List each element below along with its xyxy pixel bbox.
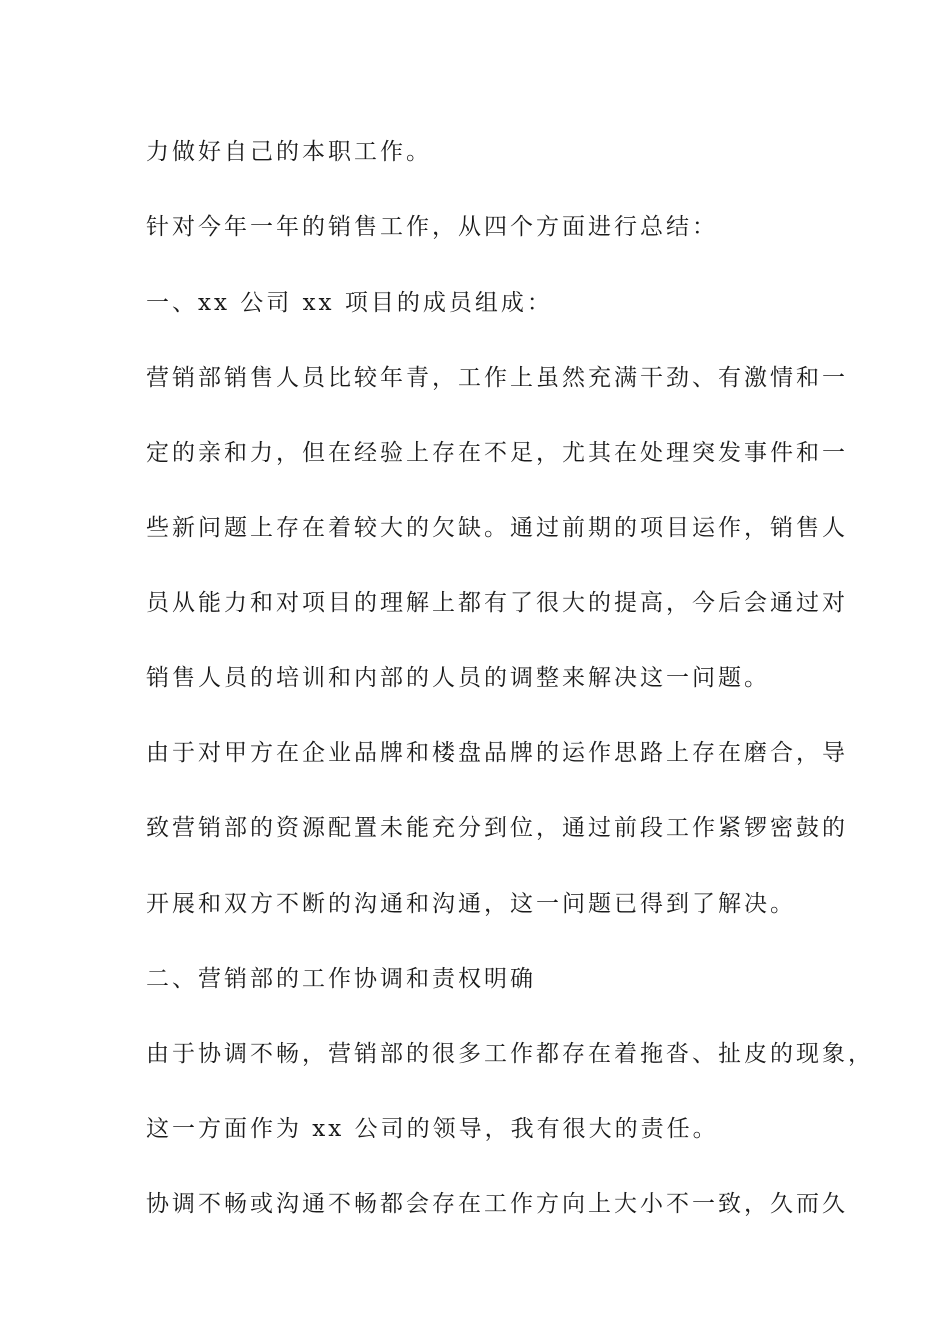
section-heading: 二、营销部的工作协调和责权明确: [146, 966, 536, 992]
text-line: 员从能力和对项目的理解上都有了很大的提高，今后会通过对: [146, 590, 848, 616]
text-line: 这一方面作为 xx 公司的领导，我有很大的责任。: [146, 1116, 719, 1142]
text-line: 销售人员的培训和内部的人员的调整来解决这一问题。: [146, 665, 770, 691]
text-line: 针对今年一年的销售工作，从四个方面进行总结：: [146, 214, 718, 240]
text-line: 些新问题上存在着较大的欠缺。通过前期的项目运作，销售人: [146, 515, 848, 541]
text-line: 开展和双方不断的沟通和沟通，这一问题已得到了解决。: [146, 891, 796, 917]
text-line: 由于对甲方在企业品牌和楼盘品牌的运作思路上存在磨合，导: [146, 740, 848, 766]
text-line: 营销部销售人员比较年青，工作上虽然充满干劲、有激情和一: [146, 365, 848, 391]
text-line: 由于协调不畅，营销部的很多工作都存在着拖沓、扯皮的现象，: [146, 1041, 874, 1067]
text-line: 定的亲和力，但在经验上存在不足，尤其在处理突发事件和一: [146, 440, 848, 466]
text-line: 协调不畅或沟通不畅都会存在工作方向上大小不一致，久而久: [146, 1191, 848, 1217]
text-line: 致营销部的资源配置未能充分到位，通过前段工作紧锣密鼓的: [146, 815, 848, 841]
section-heading: 一、xx 公司 xx 项目的成员组成：: [146, 290, 553, 316]
text-line: 力做好自己的本职工作。: [146, 139, 432, 165]
